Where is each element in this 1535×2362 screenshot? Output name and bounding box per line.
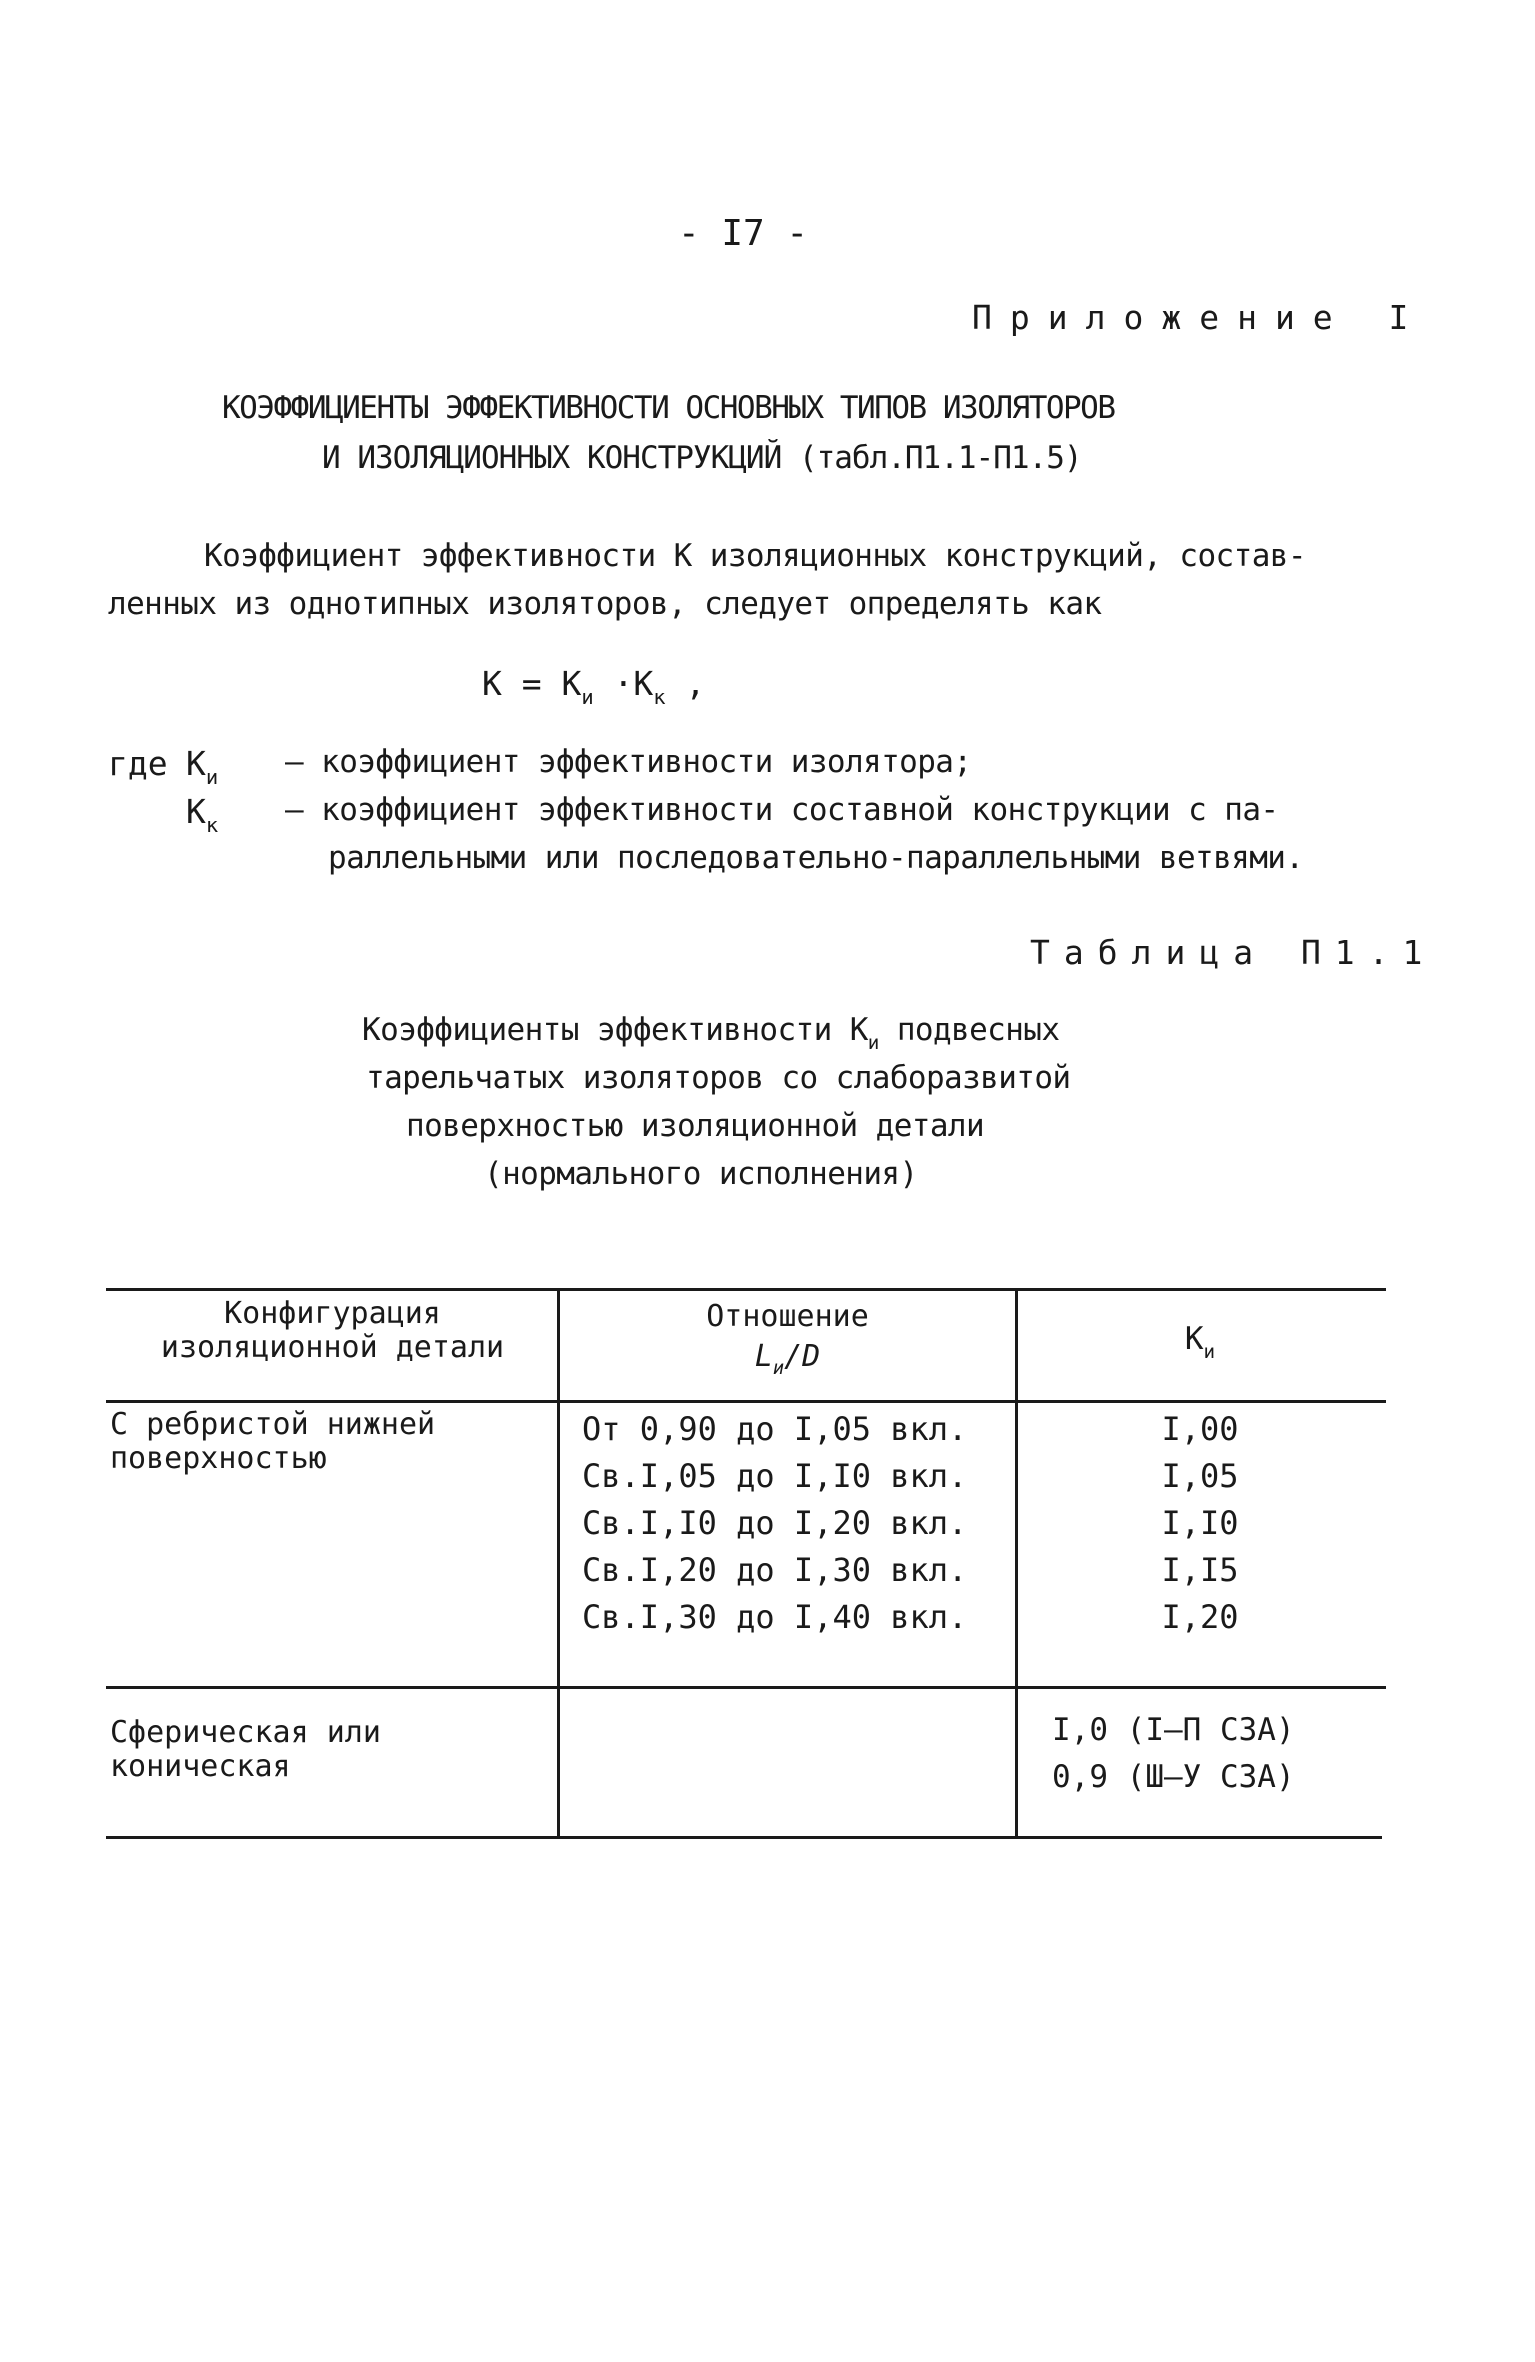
- definition-kk-text-2: раллельными или последовательно-параллельными ветвями.: [328, 840, 1304, 876]
- table-top-rule: [106, 1288, 1386, 1291]
- table-caption-line-2: тарельчатых изоляторов со слаборазвитой: [366, 1060, 1071, 1096]
- formula-sub-i: и: [581, 685, 594, 710]
- definition-where: где: [108, 744, 168, 783]
- header-ratio: Отношение $L_и/D$: [706, 1299, 869, 1380]
- table-bottom-rule: [106, 1836, 1382, 1839]
- header-config: Конфигурация изоляционной детали: [160, 1296, 505, 1365]
- page-number: - I7 -: [678, 213, 809, 254]
- title-line-1: КОЭФФИЦИЕНТЫ ЭФФЕКТИВНОСТИ ОСНОВНЫХ ТИПОВ ИЗОЛЯТОРОВ: [222, 390, 1115, 426]
- table-header-rule: [106, 1400, 1386, 1403]
- intro-line-2: ленных из однотипных изоляторов, следует определять как: [108, 586, 1102, 622]
- title-line-2: И ИЗОЛЯЦИОННЫХ КОНСТРУКЦИЙ (табл.П1.1-П1.5): [322, 440, 1082, 476]
- ki-value-4: I,I5: [1161, 1551, 1239, 1589]
- ratio-row-2: Св.I,05 до I,I0 вкл.: [582, 1457, 968, 1495]
- table-row-config-ribbed: С ребристой нижней поверхностью: [110, 1407, 436, 1476]
- formula-lhs: К = К: [482, 664, 582, 703]
- ki-value-1: I,00: [1161, 1410, 1239, 1448]
- table-caption-line-1: Коэффициенты эффективности $К_и$ подвесных: [362, 1012, 1060, 1054]
- table-row-values: [1018, 1406, 1382, 1641]
- appendix-label: Приложение I: [972, 298, 1427, 337]
- formula-sub-k: к: [653, 685, 666, 710]
- intro-line-1: Коэффициент эффективности К изоляционных конструкций, состав-: [204, 538, 1306, 574]
- ratio-row-3: Св.I,I0 до I,20 вкл.: [582, 1504, 968, 1542]
- table-label: Таблица П1.1: [1030, 933, 1437, 972]
- ratio-row-4: Св.I,20 до I,30 вкл.: [582, 1551, 968, 1589]
- definition-kk-text-1: – коэффициент эффективности составной конструкции с па-: [285, 792, 1279, 828]
- table-row-config-spherical: Сферическая или коническая: [110, 1715, 381, 1784]
- table-caption-line-3: поверхностью изоляционной детали: [406, 1108, 985, 1144]
- table-caption-line-4: (нормального исполнения): [484, 1156, 918, 1192]
- table-row-values-spherical: [1052, 1707, 1295, 1801]
- ki-value-3: I,I0: [1161, 1504, 1239, 1542]
- formula-mid: ·К: [593, 664, 654, 703]
- table-row-ratios: [582, 1406, 967, 1641]
- table-group-rule: [106, 1686, 1386, 1689]
- definition-ki-text: – коэффициент эффективности изолятора;: [285, 744, 972, 780]
- ki-value-5: I,20: [1161, 1598, 1239, 1636]
- formula-tail: ,: [665, 664, 706, 703]
- ki-value-spherical-1: I,0 (I–П СЗА): [1052, 1712, 1295, 1748]
- ratio-row-1: От 0,90 до I,05 вкл.: [582, 1410, 968, 1448]
- ki-value-2: I,05: [1161, 1457, 1239, 1495]
- definition-ki-symbol: $К_и$: [186, 744, 219, 790]
- formula: [482, 664, 706, 710]
- ki-value-spherical-2: 0,9 (Ш–У СЗА): [1052, 1759, 1295, 1795]
- ratio-row-5: Св.I,30 до I,40 вкл.: [582, 1598, 968, 1636]
- header-ki: $К_и$: [1184, 1321, 1216, 1363]
- definition-kk-symbol: $К_к$: [186, 792, 219, 838]
